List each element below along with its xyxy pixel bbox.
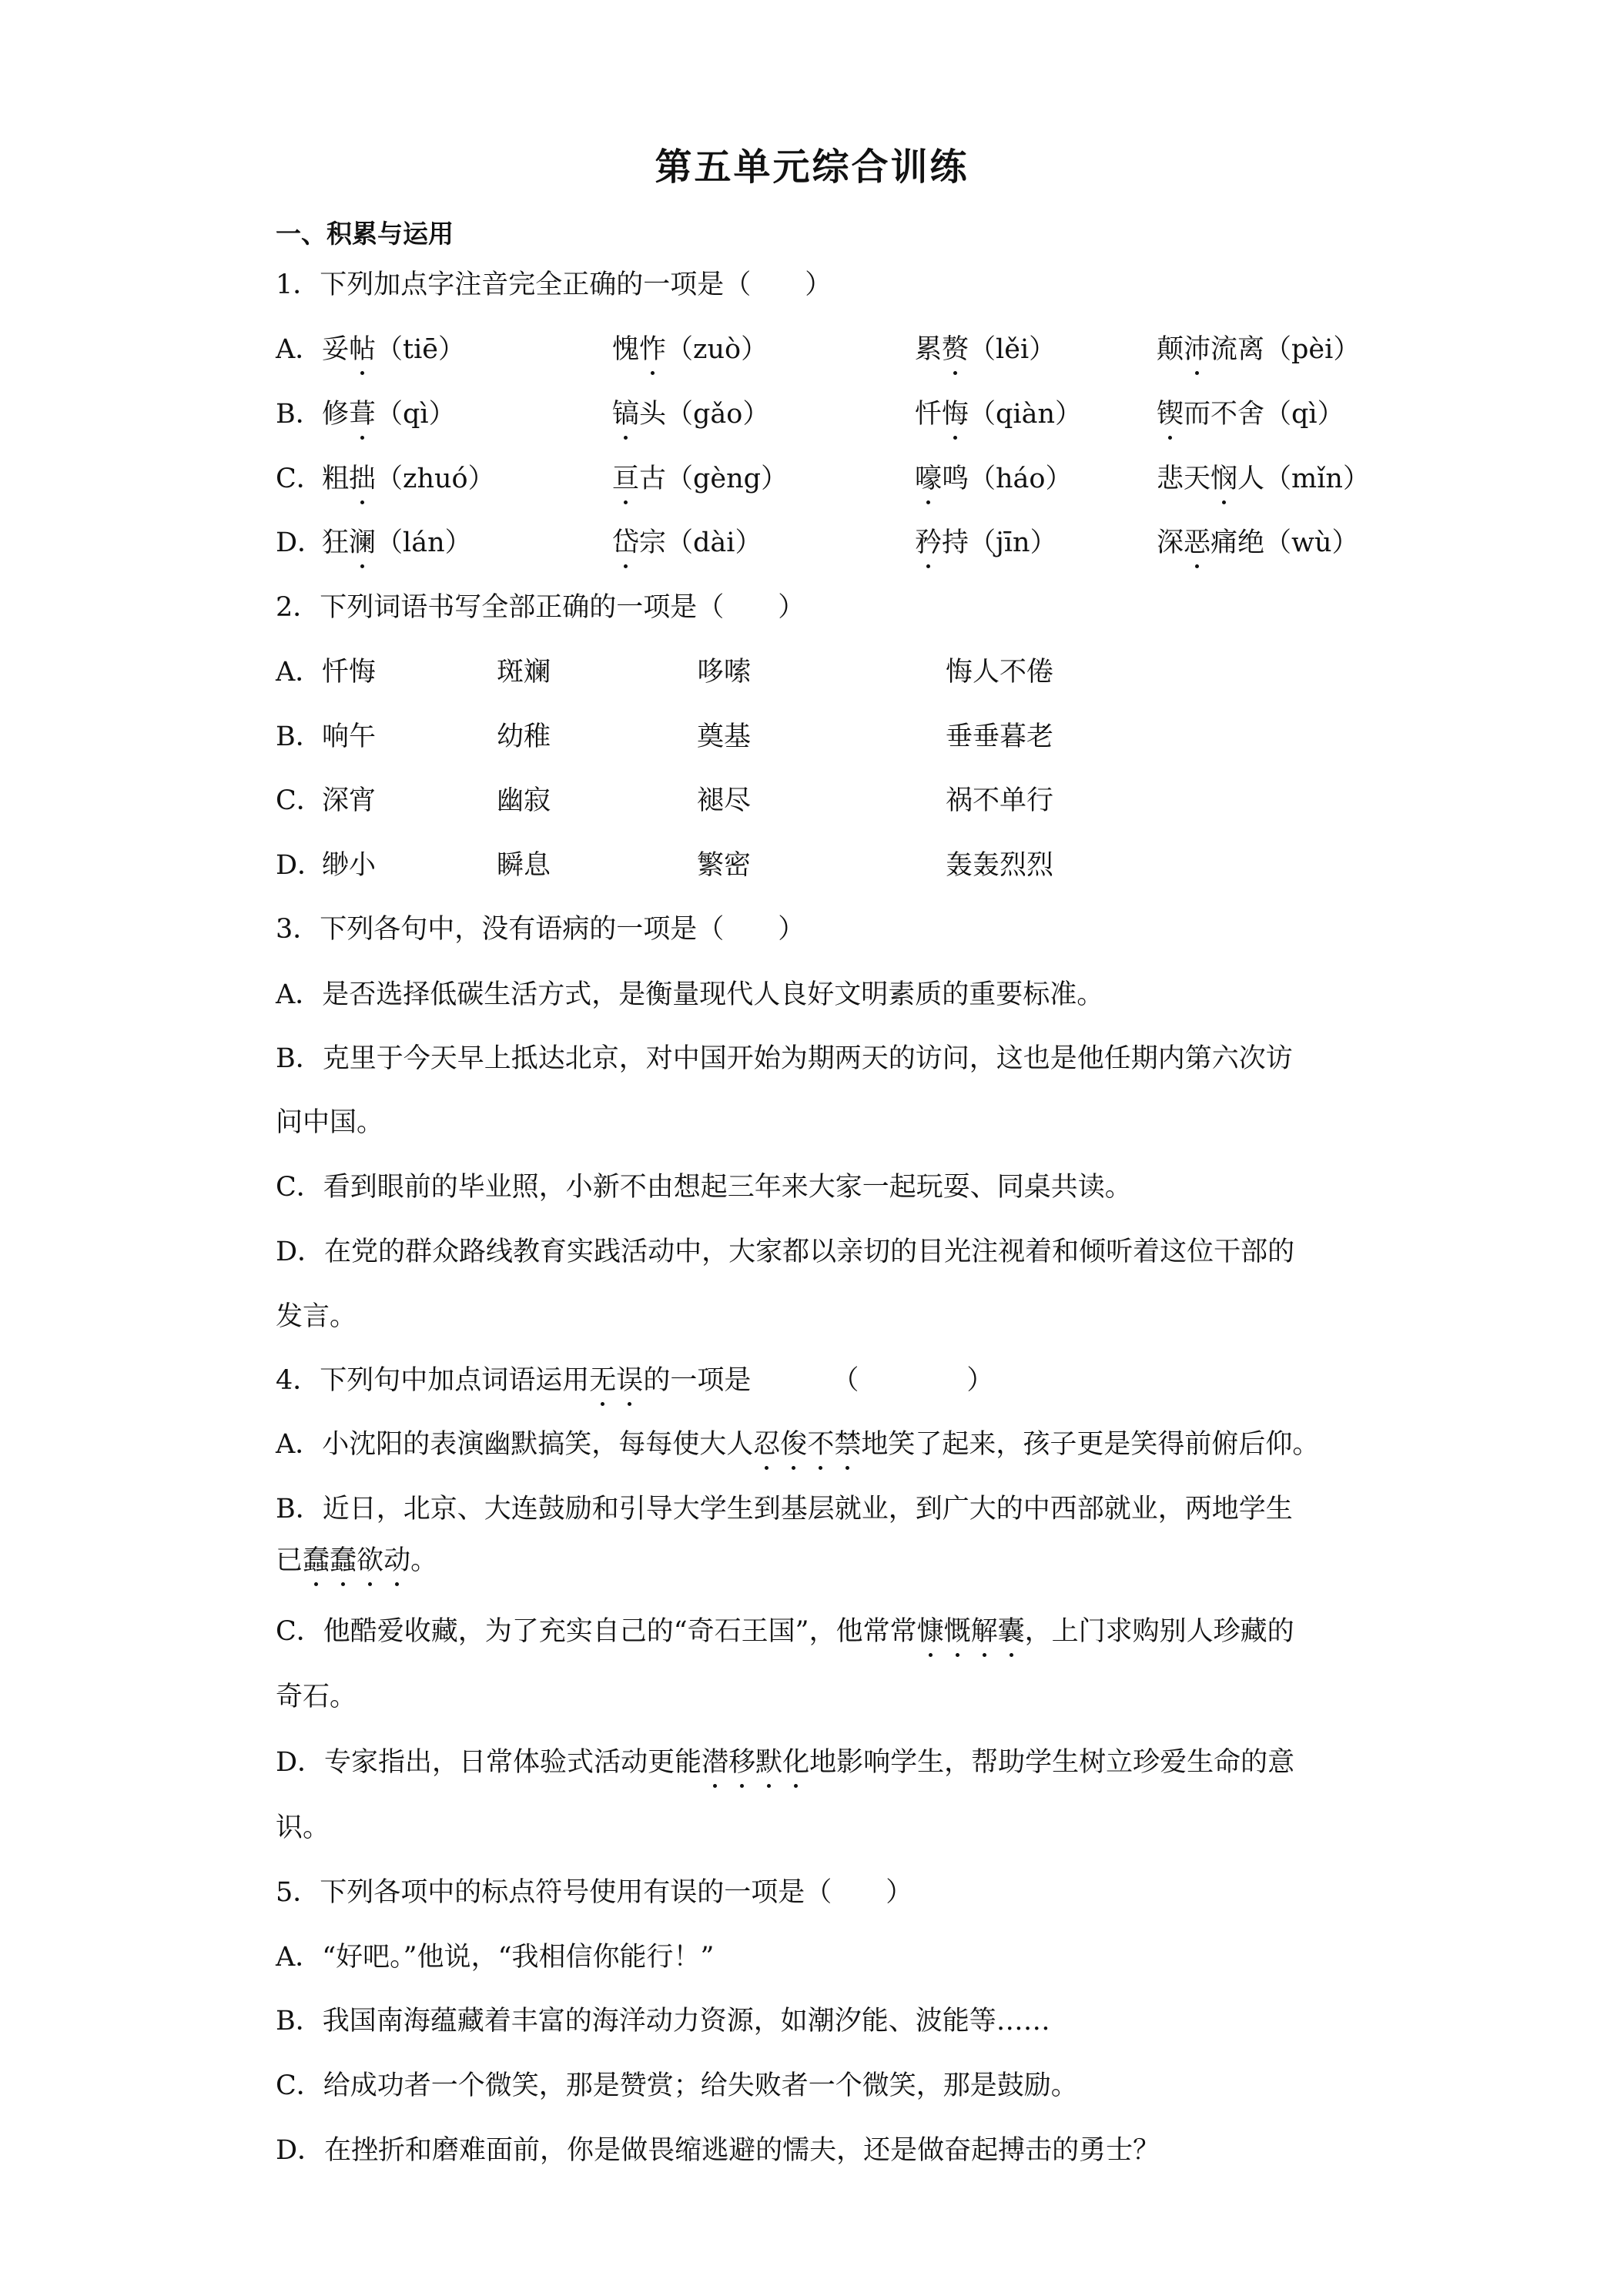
q4-option-c-line1 — [276, 1613, 1294, 1650]
q1-option-label: C． — [276, 464, 323, 494]
q4-c-dotted: 慷慨解囊 — [917, 1616, 1025, 1647]
q1-option-item: 镐头（gǎo） — [612, 396, 769, 433]
q4-c-text: C．他酷爱收藏，为了充实自己的“奇石王国”，他常常 — [276, 1616, 917, 1647]
q4-b-dotted: 蠢蠢欲动 — [303, 1545, 410, 1576]
q1-option-item: 粗拙（zhuó） — [322, 460, 495, 497]
q5-stem: 5．下列各项中的标点符号使用有误的一项是（ ） — [276, 1877, 913, 1908]
q2-option-word: 祸不单行 — [946, 785, 1054, 816]
q2-option-word: 悔人不倦 — [946, 657, 1054, 688]
q2-option-word: 幼稚 — [497, 721, 551, 752]
q2-option-word: 奠基 — [697, 721, 752, 752]
q2-option-word: 缈小 — [322, 850, 377, 881]
q2-option-word: 响午 — [322, 721, 377, 752]
q1-option-item: 愧怍（zuò） — [612, 331, 768, 368]
q2-option-label: B． — [276, 721, 323, 752]
q1-option-item: 累赘（lěi） — [915, 331, 1056, 368]
q4-option-c-line2: 奇石。 — [276, 1682, 357, 1712]
q1-option-item: 颠沛流离（pèi） — [1157, 331, 1360, 368]
q4-a-text: A．小沈阳的表演幽默搞笑，每每使大人 — [276, 1429, 754, 1460]
q4-d-text: D．专家指出，日常体验式活动更能 — [276, 1747, 702, 1778]
q2-stem: 2．下列词语书写全部正确的一项是（ ） — [276, 592, 805, 623]
q2-option-word: 深宵 — [322, 785, 377, 816]
q4-option-a — [276, 1426, 1319, 1463]
page-title: 第五单元综合训练 — [655, 146, 969, 189]
q2-option-word: 褪尽 — [697, 785, 752, 816]
q3-stem: 3．下列各句中，没有语病的一项是（ ） — [276, 914, 805, 945]
q4-stem-text-end: 的一项是 — [643, 1365, 752, 1396]
q1-option-item: 岱宗（dài） — [612, 524, 762, 561]
q2-option-word: 忏悔 — [322, 657, 377, 688]
q5-option-b: B．我国南海蕴藏着丰富的海洋动力资源，如潮汐能、波能等…… — [276, 2006, 1050, 2037]
q4-option-d-line1 — [276, 1744, 1294, 1781]
q3-option-a: A．是否选择低碳生活方式，是衡量现代人良好文明素质的重要标准。 — [276, 979, 1104, 1010]
q1-stem: 1．下列加点字注音完全正确的一项是（ ） — [276, 269, 832, 300]
q1-option-label: D． — [276, 527, 325, 558]
q4-stem-text: 4．下列句中加点词语运用 — [276, 1365, 590, 1396]
q3-option-d-line1: D．在党的群众路线教育实践活动中，大家都以亲切的目光注视着和倾听着这位干部的 — [276, 1237, 1295, 1267]
q2-option-label: A． — [276, 657, 323, 688]
q2-option-word: 瞬息 — [497, 850, 551, 881]
q4-stem-dotted: 无误 — [589, 1365, 643, 1396]
section-heading: 一、积累与运用 — [276, 219, 454, 249]
q1-option-item: 亘古（gèng） — [612, 460, 788, 497]
q1-option-item: 矜持（jīn） — [915, 524, 1057, 561]
q2-option-label: D． — [276, 850, 325, 881]
q2-option-word: 哆嗦 — [697, 657, 752, 688]
q4-stem — [276, 1362, 993, 1399]
q4-answer-blank: （ ） — [832, 1365, 994, 1396]
q1-option-label: A． — [276, 334, 323, 365]
q4-a-text-end: 地笑了起来，孩子更是笑得前俯后仰。 — [861, 1429, 1320, 1460]
q5-option-c: C．给成功者一个微笑，那是赞赏；给失败者一个微笑，那是鼓励。 — [276, 2070, 1078, 2101]
q4-a-dotted: 忍俊不禁 — [753, 1429, 861, 1460]
q3-option-d-line2: 发言。 — [276, 1301, 357, 1332]
q2-option-word: 幽寂 — [497, 785, 551, 816]
q1-option-item: 悲天悯人（mǐn） — [1157, 460, 1370, 497]
q2-option-word: 垂垂暮老 — [946, 721, 1054, 752]
q4-d-dotted: 潜移默化 — [702, 1747, 809, 1778]
q1-option-item: 深恶痛绝（wù） — [1157, 524, 1359, 561]
q1-option-label: B． — [276, 399, 323, 430]
q4-option-d-line2: 识。 — [276, 1812, 330, 1843]
q4-b-text: 已 — [276, 1545, 303, 1576]
q1-option-item: 锲而不舍（qì） — [1157, 396, 1344, 433]
q2-option-label: C． — [276, 785, 323, 816]
q4-option-b-line2 — [276, 1542, 437, 1579]
q1-option-item: 狂澜（lán） — [322, 524, 472, 561]
q1-option-item: 忏悔（qiàn） — [915, 396, 1082, 433]
q2-option-word: 繁密 — [697, 850, 752, 881]
q4-b-text-end: 。 — [410, 1545, 438, 1576]
q4-d-text-end: 地影响学生，帮助学生树立珍爱生命的意 — [809, 1747, 1295, 1778]
q3-option-b-line1: B．克里于今天早上抵达北京，对中国开始为期两天的访问，这也是他任期内第六次访 — [276, 1043, 1293, 1074]
q4-option-b-line1: B．近日，北京、大连鼓励和引导大学生到基层就业，到广大的中西部就业，两地学生 — [276, 1494, 1293, 1525]
q5-option-a: A．“好吧。”他说，“我相信你能行！” — [276, 1942, 715, 1973]
q3-option-c: C．看到眼前的毕业照，小新不由想起三年来大家一起玩耍、同桌共读。 — [276, 1172, 1132, 1203]
q2-option-word: 斑斓 — [497, 657, 551, 688]
q1-option-item: 嚎鸣（háo） — [915, 460, 1073, 497]
q4-c-text-end: ，上门求购别人珍藏的 — [1024, 1616, 1294, 1647]
q2-option-word: 轰轰烈烈 — [946, 850, 1054, 881]
q3-option-b-line2: 问中国。 — [276, 1107, 384, 1138]
q1-option-item: 妥帖（tiē） — [322, 331, 465, 368]
q5-option-d: D．在挫折和磨难面前，你是做畏缩逃避的懦夫，还是做奋起搏击的勇士？ — [276, 2135, 1160, 2166]
q1-option-item: 修葺（qì） — [322, 396, 456, 433]
